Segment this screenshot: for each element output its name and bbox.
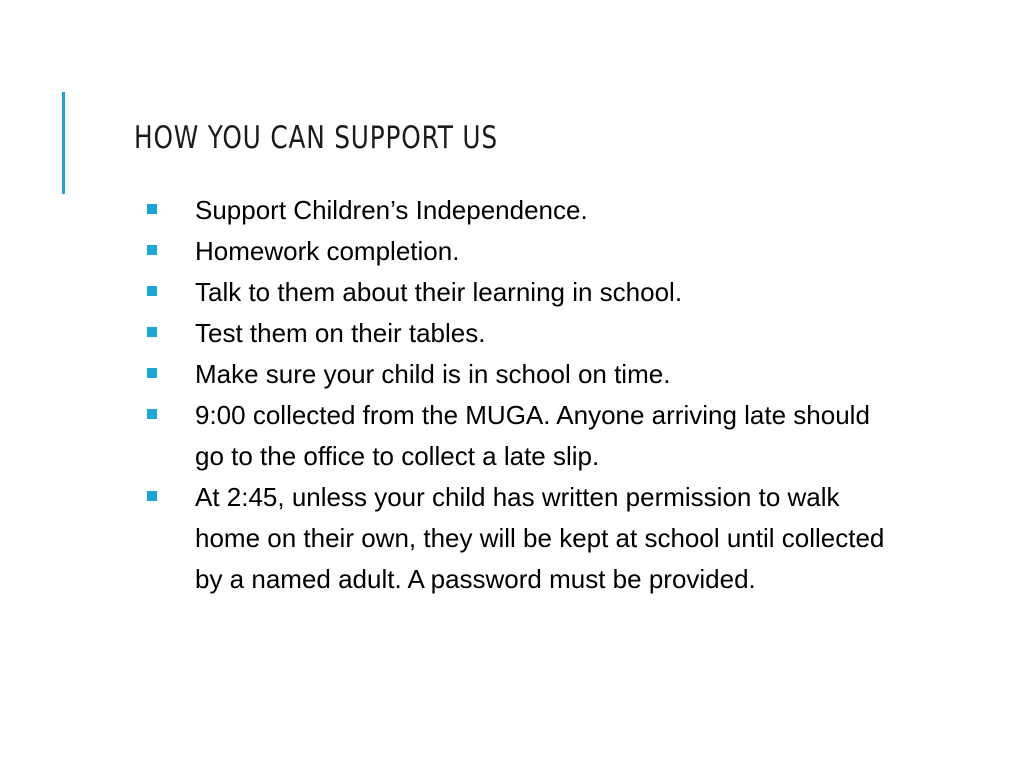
list-item [145, 190, 905, 231]
list-item [145, 354, 905, 395]
square-bullet-icon [147, 491, 157, 501]
bullet-text: Talk to them about their learning in school. [195, 277, 683, 307]
list-item [145, 272, 905, 313]
bullet-text: At 2:45, unless your child has written permission to walk home on their own, they will be kept at school until collected by a named adult. A password must be provided. [195, 482, 885, 594]
list-item [145, 231, 905, 272]
square-bullet-icon [147, 327, 157, 337]
bullet-text: Homework completion. [195, 236, 460, 266]
square-bullet-icon [147, 409, 157, 419]
list-item [145, 313, 905, 354]
bullet-text: Test them on their tables. [195, 318, 486, 348]
bullet-text: Support Children’s Independence. [195, 195, 588, 225]
list-item [145, 477, 905, 600]
square-bullet-icon [147, 245, 157, 255]
square-bullet-icon [147, 204, 157, 214]
title-accent-bar [62, 92, 65, 194]
bullet-text: 9:00 collected from the MUGA. Anyone arriving late should go to the office to collect a late slip. [195, 400, 870, 471]
slide-title: HOW YOU CAN SUPPORT US [134, 120, 498, 156]
square-bullet-icon [147, 286, 157, 296]
bullet-list [145, 190, 905, 600]
list-item [145, 395, 905, 477]
square-bullet-icon [147, 368, 157, 378]
bullet-text: Make sure your child is in school on time. [195, 359, 671, 389]
